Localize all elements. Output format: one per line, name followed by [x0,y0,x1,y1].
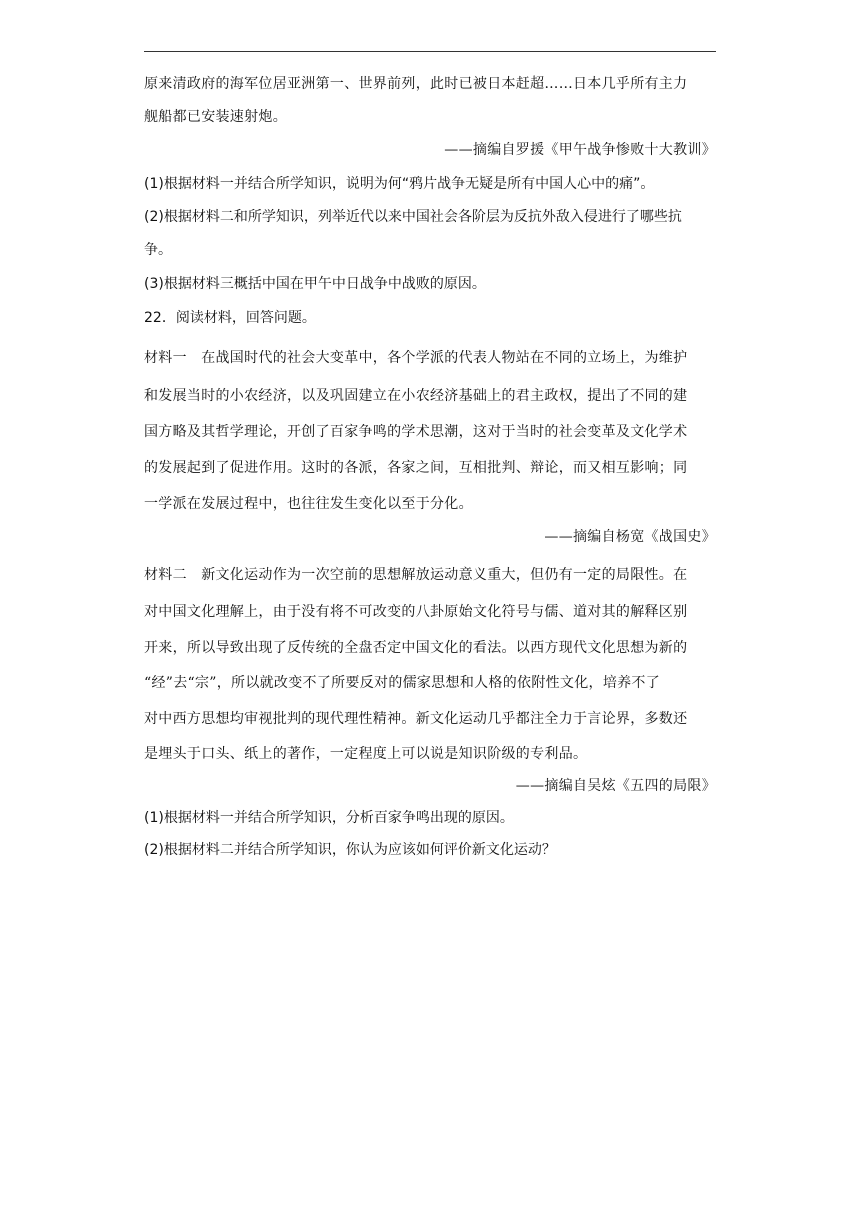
q21-question-1: (1)根据材料一并结合所学知识，说明为何“鸦片战争无疑是所有中国人心中的痛”。 [144,176,655,192]
material1-line-1: 材料一 在战国时代的社会大变革中，各个学派的代表人物站在不同的立场上，为维护 [144,350,688,366]
material2-line-2: 对中国文化理解上，由于没有将不可改变的八卦原始文化符号与儒、道对其的解释区别 [144,604,688,620]
material1-line-3: 国方略及其哲学理论，开创了百家争鸣的学术思潮，这对于当时的社会变革及文化学术 [144,424,688,440]
material2-line-3: 开来，所以导致出现了反传统的全盘否定中国文化的看法。以西方现代文化思想为新的 [144,640,688,656]
material1-source: ——摘编自杨宽《战国史》 [544,529,716,545]
material3-line-1: 原来清政府的海军位居亚洲第一、世界前列，此时已被日本赶超……日本几乎所有主力 [144,76,688,92]
material2-source: ——摘编自吴炫《五四的局限》 [515,778,716,794]
q21-question-2-cont: 争。 [144,242,172,258]
material2-line-1: 材料二 新文化运动作为一次空前的思想解放运动意义重大，但仍有一定的局限性。在 [144,567,688,583]
material1-line-2: 和发展当时的小农经济，以及巩固建立在小农经济基础上的君主政权，提出了不同的建 [144,388,688,404]
material3-line-2: 舰船都已安装速射炮。 [144,109,287,125]
material2-line-4: “经”去“宗”，所以就改变不了所要反对的儒家思想和人格的依附性文化，培养不了 [144,675,661,691]
q22-question-2: (2)根据材料二并结合所学知识，你认为应该如何评价新文化运动？ [144,842,556,858]
material1-line-5: 一学派在发展过程中，也往往发生变化以至于分化。 [144,496,473,512]
header-rule [144,51,716,52]
q22-question-1: (1)根据材料一并结合所学知识，分析百家争鸣出现的原因。 [144,810,514,826]
material2-line-5: 对中西方思想均审视批判的现代理性精神。新文化运动几乎都注全力于言论界，多数还 [144,711,688,727]
q21-question-3: (3)根据材料三概括中国在甲午中日战争中战败的原因。 [144,276,486,292]
q21-question-2: (2)根据材料二和所学知识，列举近代以来中国社会各阶层为反抗外敌入侵进行了哪些抗 [144,209,682,225]
material2-line-6: 是埋头于口头、纸上的著作，一定程度上可以说是知识阶级的专利品。 [144,746,588,762]
material1-line-4: 的发展起到了促进作用。这时的各派，各家之间，互相批判、辩论，而又相互影响；同 [144,460,688,476]
material3-source: ——摘编自罗援《甲午战争惨败十大教训》 [444,142,716,158]
q22-heading: 22．阅读材料，回答问题。 [144,310,316,326]
